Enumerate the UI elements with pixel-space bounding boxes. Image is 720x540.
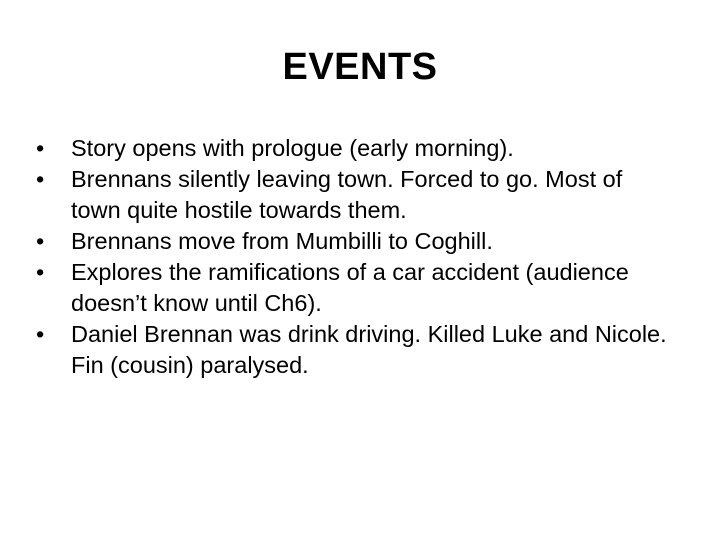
bullet-text: Daniel Brennan was drink driving. Killed Luke and Nicole. Fin (cousin) paralysed. [71,321,667,378]
bullet-dot-icon: • [36,228,45,254]
slide-title: EVENTS [282,46,438,88]
bullet-dot-icon: • [36,259,45,285]
bullet-item [36,319,676,381]
bullet-dot-icon: • [36,166,45,192]
bullet-item [36,164,676,226]
bullet-dot-icon: • [36,135,45,161]
bullet-text: Explores the ramifications of a car accident (audience doesn’t know until Ch6). [71,259,629,316]
bullet-text: Brennans silently leaving town. Forced to go. Most of town quite hostile towards them. [71,166,623,223]
bullet-item [36,133,676,164]
bullet-dot-icon: • [36,321,45,347]
bullet-list [36,133,676,381]
bullet-text: Story opens with prologue (early morning). [71,135,514,161]
bullet-item [36,257,676,319]
bullet-item [36,226,676,257]
bullet-text: Brennans move from Mumbilli to Coghill. [71,228,493,254]
